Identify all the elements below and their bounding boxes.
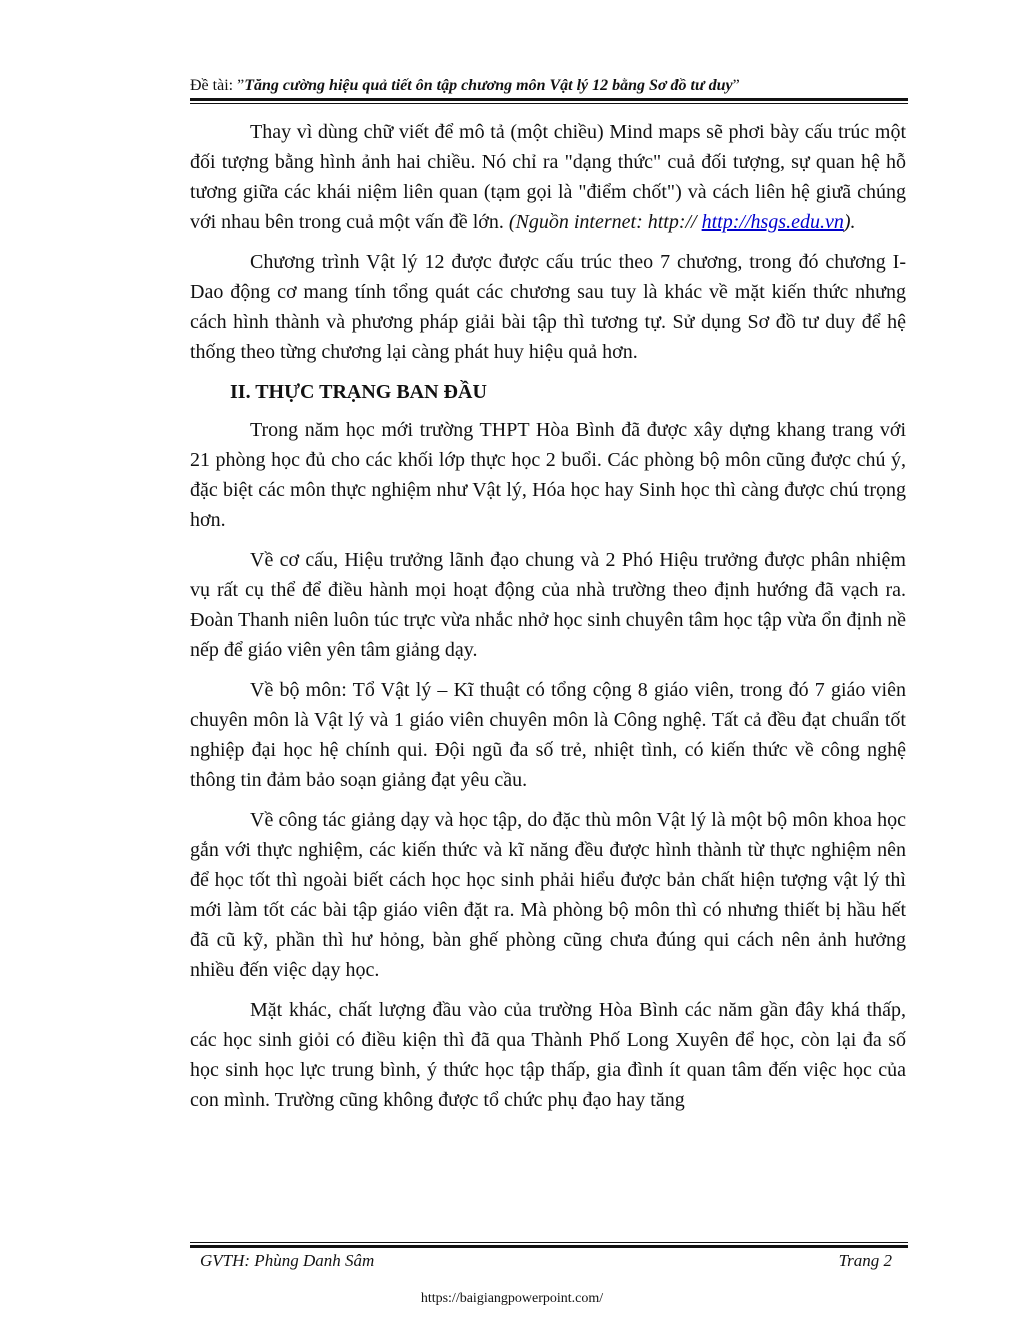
paragraph-teaching: Về công tác giảng dạy và học tập, do đặc thù môn Vật lý là một bộ môn khoa học gắn với thực nghiệm, các kiến thức và kĩ năng đều được hình thành từ thực nghiệm nên để học tốt thì ngoài biết cách học học sinh phải hiểu được bản chất hiện tượng vật lý thì mới làm tốt các bài tập giáo viên đặt ra. Mà phòng bộ môn thì có nhưng thiết bị hầu hết đã cũ kỹ, phần thì hư hỏng, bàn ghế phòng cũng chưa đúng qui cách nên ảnh hưởng nhiều đến việc dạy học. <box>190 809 906 981</box>
header-suffix: ” <box>732 77 740 94</box>
page-header <box>190 76 908 96</box>
source-prefix: (Nguồn internet: http:// <box>508 211 702 233</box>
footer-rule <box>190 1242 908 1248</box>
header-rule <box>190 98 908 104</box>
paragraph-organization: Về cơ cấu, Hiệu trưởng lãnh đạo chung và 2 Phó Hiệu trưởng được phân nhiệm vụ rất cụ thể để điều hành mọi hoạt động của nhà trường theo định hướng đã vạch ra. Đoàn Thanh niên luôn túc trực vừa nhắc nhở học sinh chuyên tâm học tập vừa ổn định nề nếp để giáo viên yên tâm giảng dạy. <box>190 549 906 661</box>
paragraph-department: Về bộ môn: Tổ Vật lý – Kĩ thuật có tổng cộng 8 giáo viên, trong đó 7 giáo viên chuyên môn là Vật lý và 1 giáo viên chuyên môn là Công nghệ. Tất cả đều đạt chuẩn tốt nghiệp đại học hệ chính qui. Đội ngũ đa số trẻ, nhiệt tình, có kiến thức về công nghệ thông tin đảm bảo soạn giảng đạt yêu cầu. <box>190 679 906 791</box>
source-link[interactable]: http://hsgs.edu.vn <box>701 211 844 233</box>
paragraph-school-facilities: Trong năm học mới trường THPT Hòa Bình đã được xây dựng khang trang với 21 phòng học đủ cho các khối lớp thực học 2 buổi. Các phòng bộ môn cũng được chú ý, đặc biệt các môn thực nghiệm như Vật lý, Hóa học hay Sinh học thì càng được chú trọng hơn. <box>190 419 906 531</box>
paragraph-text: Thay vì dùng chữ viết để mô tả (một chiều) Mind maps sẽ phơi bày cấu trúc một đối tượng bằng hình ảnh hai chiều. Nó chỉ ra "dạng thức" cuả đối tượng, sự quan hệ hỗ tương giữa các khái niệm liên quan (tạm gọi là "điểm chốt") và cách liên hệ giưã chúng với nhau bên trong cuả một vấn đề lớn. <box>190 121 906 233</box>
paragraph-mind-maps <box>190 117 906 237</box>
section-heading: II. THỰC TRẠNG BAN ĐẦU <box>230 381 487 403</box>
header-prefix: Đề tài: ” <box>190 77 245 94</box>
footer-author: GVTH: Phùng Danh Sâm <box>200 1251 375 1270</box>
paragraph-program-structure: Chương trình Vật lý 12 được được cấu trúc theo 7 chương, trong đó chương I- Dao động cơ mang tính tổng quát các chương sau tuy là khác về mặt kiến thức nhưng cách hình thành và phương pháp giải bài tập thì tương tự. Sử dụng Sơ đồ tư duy để hệ thống theo từng chương lại càng phát huy hiệu quả hơn. <box>190 251 906 363</box>
footer-page-number: Trang 2 <box>838 1251 892 1270</box>
source-suffix: ). <box>843 211 856 233</box>
header-topic: Tăng cường hiệu quả tiết ôn tập chương môn Vật lý 12 bằng Sơ đồ tư duy <box>244 77 733 94</box>
document-body <box>190 117 906 1125</box>
source-url: https://baigiangpowerpoint.com/ <box>420 1291 604 1306</box>
page-footer <box>200 1251 892 1271</box>
paragraph-student-quality: Mặt khác, chất lượng đầu vào của trường Hòa Bình các năm gần đây khá thấp, các học sinh giỏi có điều kiện thì đã qua Thành Phố Long Xuyên để học, còn lại đa số học sinh học lực trung bình, ý thức học tập thấp, gia đình ít quan tâm đến việc học của con mình. Trường cũng không được tổ chức phụ đạo hay tăng <box>190 999 906 1111</box>
